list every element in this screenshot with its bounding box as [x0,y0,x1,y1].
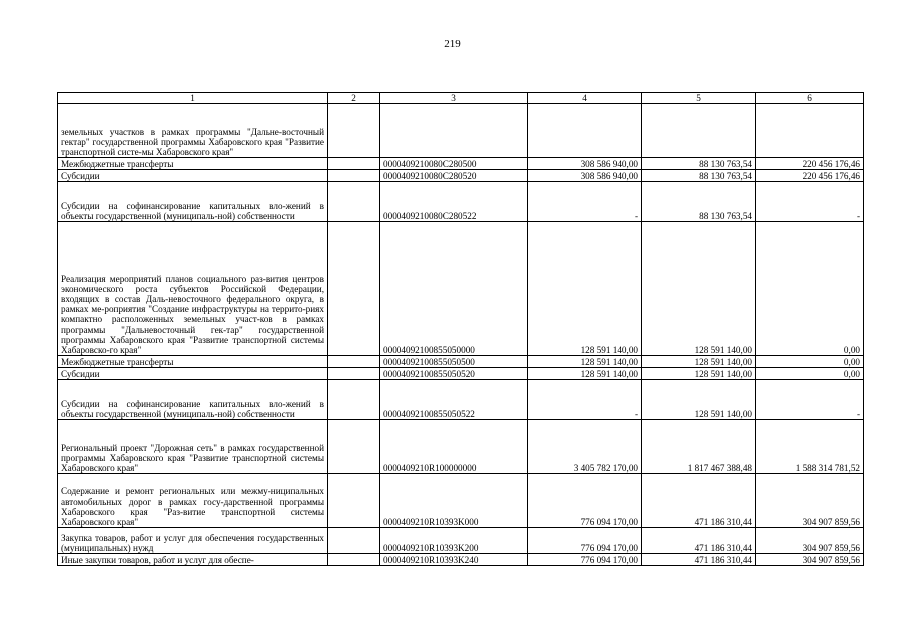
row-value-col5-cell: 128 591 140,00 [642,356,756,368]
row-name-cell: Иные закупки товаров, работ и услуг для обеспе- [58,554,328,566]
column-header: 2 [328,93,380,104]
page-number: 219 [444,38,461,50]
table-body [58,104,864,566]
column-header: 4 [528,93,642,104]
row-value-col6-cell: 304 907 859,56 [756,554,864,566]
table-row [58,554,864,566]
row-name-cell: Реализация мероприятий планов социального раз-вития центров экономического роста субъектов Российской Федерации, входящих в состав Даль-невосточного федерального округа, в рамках ме-роприятия "Создание инфраструктуры на террито-риях компактно расположенных земельных участ-ков в рамках программы "Дальневосточный гек-тар" государственной программы Хабаровского края "Развитие транспортной системы Хабаровско-го края" [58,222,328,356]
row-name-cell: Межбюджетные трансферты [58,356,328,368]
row-value-col5-cell: 88 130 763,54 [642,170,756,182]
row-value-col5-cell: 1 817 467 388,48 [642,420,756,474]
row-col2-cell [328,170,380,182]
table-row [58,158,864,170]
row-name-cell: Субсидии на софинансирование капитальных вло-жений в объекты государственной (муниципаль-ной) собственности [58,182,328,222]
row-value-col4-cell: - [528,380,642,420]
row-value-col4-cell: 776 094 170,00 [528,554,642,566]
row-code-cell: 0000409210080С280522 [380,182,528,222]
row-value-col4-cell: - [528,182,642,222]
row-value-col6-cell: 304 907 859,56 [756,474,864,528]
row-value-col5-cell: 128 591 140,00 [642,368,756,380]
row-value-col6-cell: - [756,182,864,222]
row-col2-cell [328,554,380,566]
row-value-col6-cell: 1 588 314 781,52 [756,420,864,474]
row-col2-cell [328,222,380,356]
table-row [58,368,864,380]
column-header: 5 [642,93,756,104]
row-col2-cell [328,182,380,222]
row-code-cell: 0000409210R10393K240 [380,554,528,566]
row-value-col4-cell: 128 591 140,00 [528,368,642,380]
row-code-cell: 00004092100855050522 [380,380,528,420]
row-value-col4-cell: 3 405 782 170,00 [528,420,642,474]
row-name-cell: Региональный проект "Дорожная сеть" в рамках государственной программы Хабаровского края "Развитие транспортной системы Хабаровского края" [58,420,328,474]
row-value-col5-cell: 88 130 763,54 [642,158,756,170]
table-row [58,170,864,182]
row-col2-cell [328,368,380,380]
table-header-row [58,93,864,104]
row-value-col5-cell: 471 186 310,44 [642,528,756,554]
table-row [58,380,864,420]
row-code-cell [380,104,528,158]
row-value-col4-cell: 128 591 140,00 [528,222,642,356]
row-col2-cell [328,158,380,170]
row-col2-cell [328,474,380,528]
row-value-col4-cell: 308 586 940,00 [528,158,642,170]
table-row [58,222,864,356]
table-row [58,528,864,554]
row-value-col4-cell: 308 586 940,00 [528,170,642,182]
row-value-col6-cell [756,104,864,158]
row-code-cell: 00004092100855050520 [380,368,528,380]
row-col2-cell [328,380,380,420]
row-name-cell: Содержание и ремонт региональных или межму-ниципальных автомобильных дорог в рамках госу-дарственной программы Хабаровского края "Раз-витие транспортной системы Хабаровского края" [58,474,328,528]
row-value-col4-cell: 776 094 170,00 [528,474,642,528]
column-header: 1 [58,93,328,104]
row-value-col6-cell: 304 907 859,56 [756,528,864,554]
table-row [58,356,864,368]
row-code-cell: 0000409210080С280520 [380,170,528,182]
row-name-cell: Межбюджетные трансферты [58,158,328,170]
row-value-col5-cell: 128 591 140,00 [642,222,756,356]
table-row [58,182,864,222]
row-name-cell: Субсидии на софинансирование капитальных вло-жений в объекты государственной (муниципаль-ной) собственности [58,380,328,420]
row-col2-cell [328,356,380,368]
row-value-col5-cell: 471 186 310,44 [642,554,756,566]
row-code-cell: 00004092100855050000 [380,222,528,356]
row-value-col5-cell: 88 130 763,54 [642,182,756,222]
row-value-col6-cell: 0,00 [756,222,864,356]
row-value-col6-cell: - [756,380,864,420]
table-row [58,474,864,528]
table-row [58,420,864,474]
row-value-col5-cell [642,104,756,158]
row-value-col4-cell: 776 094 170,00 [528,528,642,554]
row-code-cell: 00004092100855050500 [380,356,528,368]
row-value-col4-cell: 128 591 140,00 [528,356,642,368]
row-col2-cell [328,104,380,158]
column-header: 6 [756,93,864,104]
row-name-cell: Закупка товаров, работ и услуг для обеспечения государственных (муниципальных) нужд [58,528,328,554]
row-value-col5-cell: 128 591 140,00 [642,380,756,420]
row-value-col4-cell [528,104,642,158]
row-name-cell: земельных участков в рамках программы "Дальне-восточный гектар" государственной программы Хабаровского края "Развитие транспортной систе-мы Хабаровского края" [58,104,328,158]
row-code-cell: 0000409210R100000000 [380,420,528,474]
row-name-cell: Субсидии [58,170,328,182]
row-value-col6-cell: 220 456 176,46 [756,158,864,170]
row-col2-cell [328,528,380,554]
row-value-col6-cell: 0,00 [756,356,864,368]
row-value-col5-cell: 471 186 310,44 [642,474,756,528]
budget-table [57,92,864,566]
row-name-cell: Субсидии [58,368,328,380]
table-row [58,104,864,158]
row-code-cell: 0000409210R10393K000 [380,474,528,528]
row-code-cell: 0000409210R10393K200 [380,528,528,554]
row-col2-cell [328,420,380,474]
row-code-cell: 0000409210080С280500 [380,158,528,170]
row-value-col6-cell: 0,00 [756,368,864,380]
column-header: 3 [380,93,528,104]
row-value-col6-cell: 220 456 176,46 [756,170,864,182]
